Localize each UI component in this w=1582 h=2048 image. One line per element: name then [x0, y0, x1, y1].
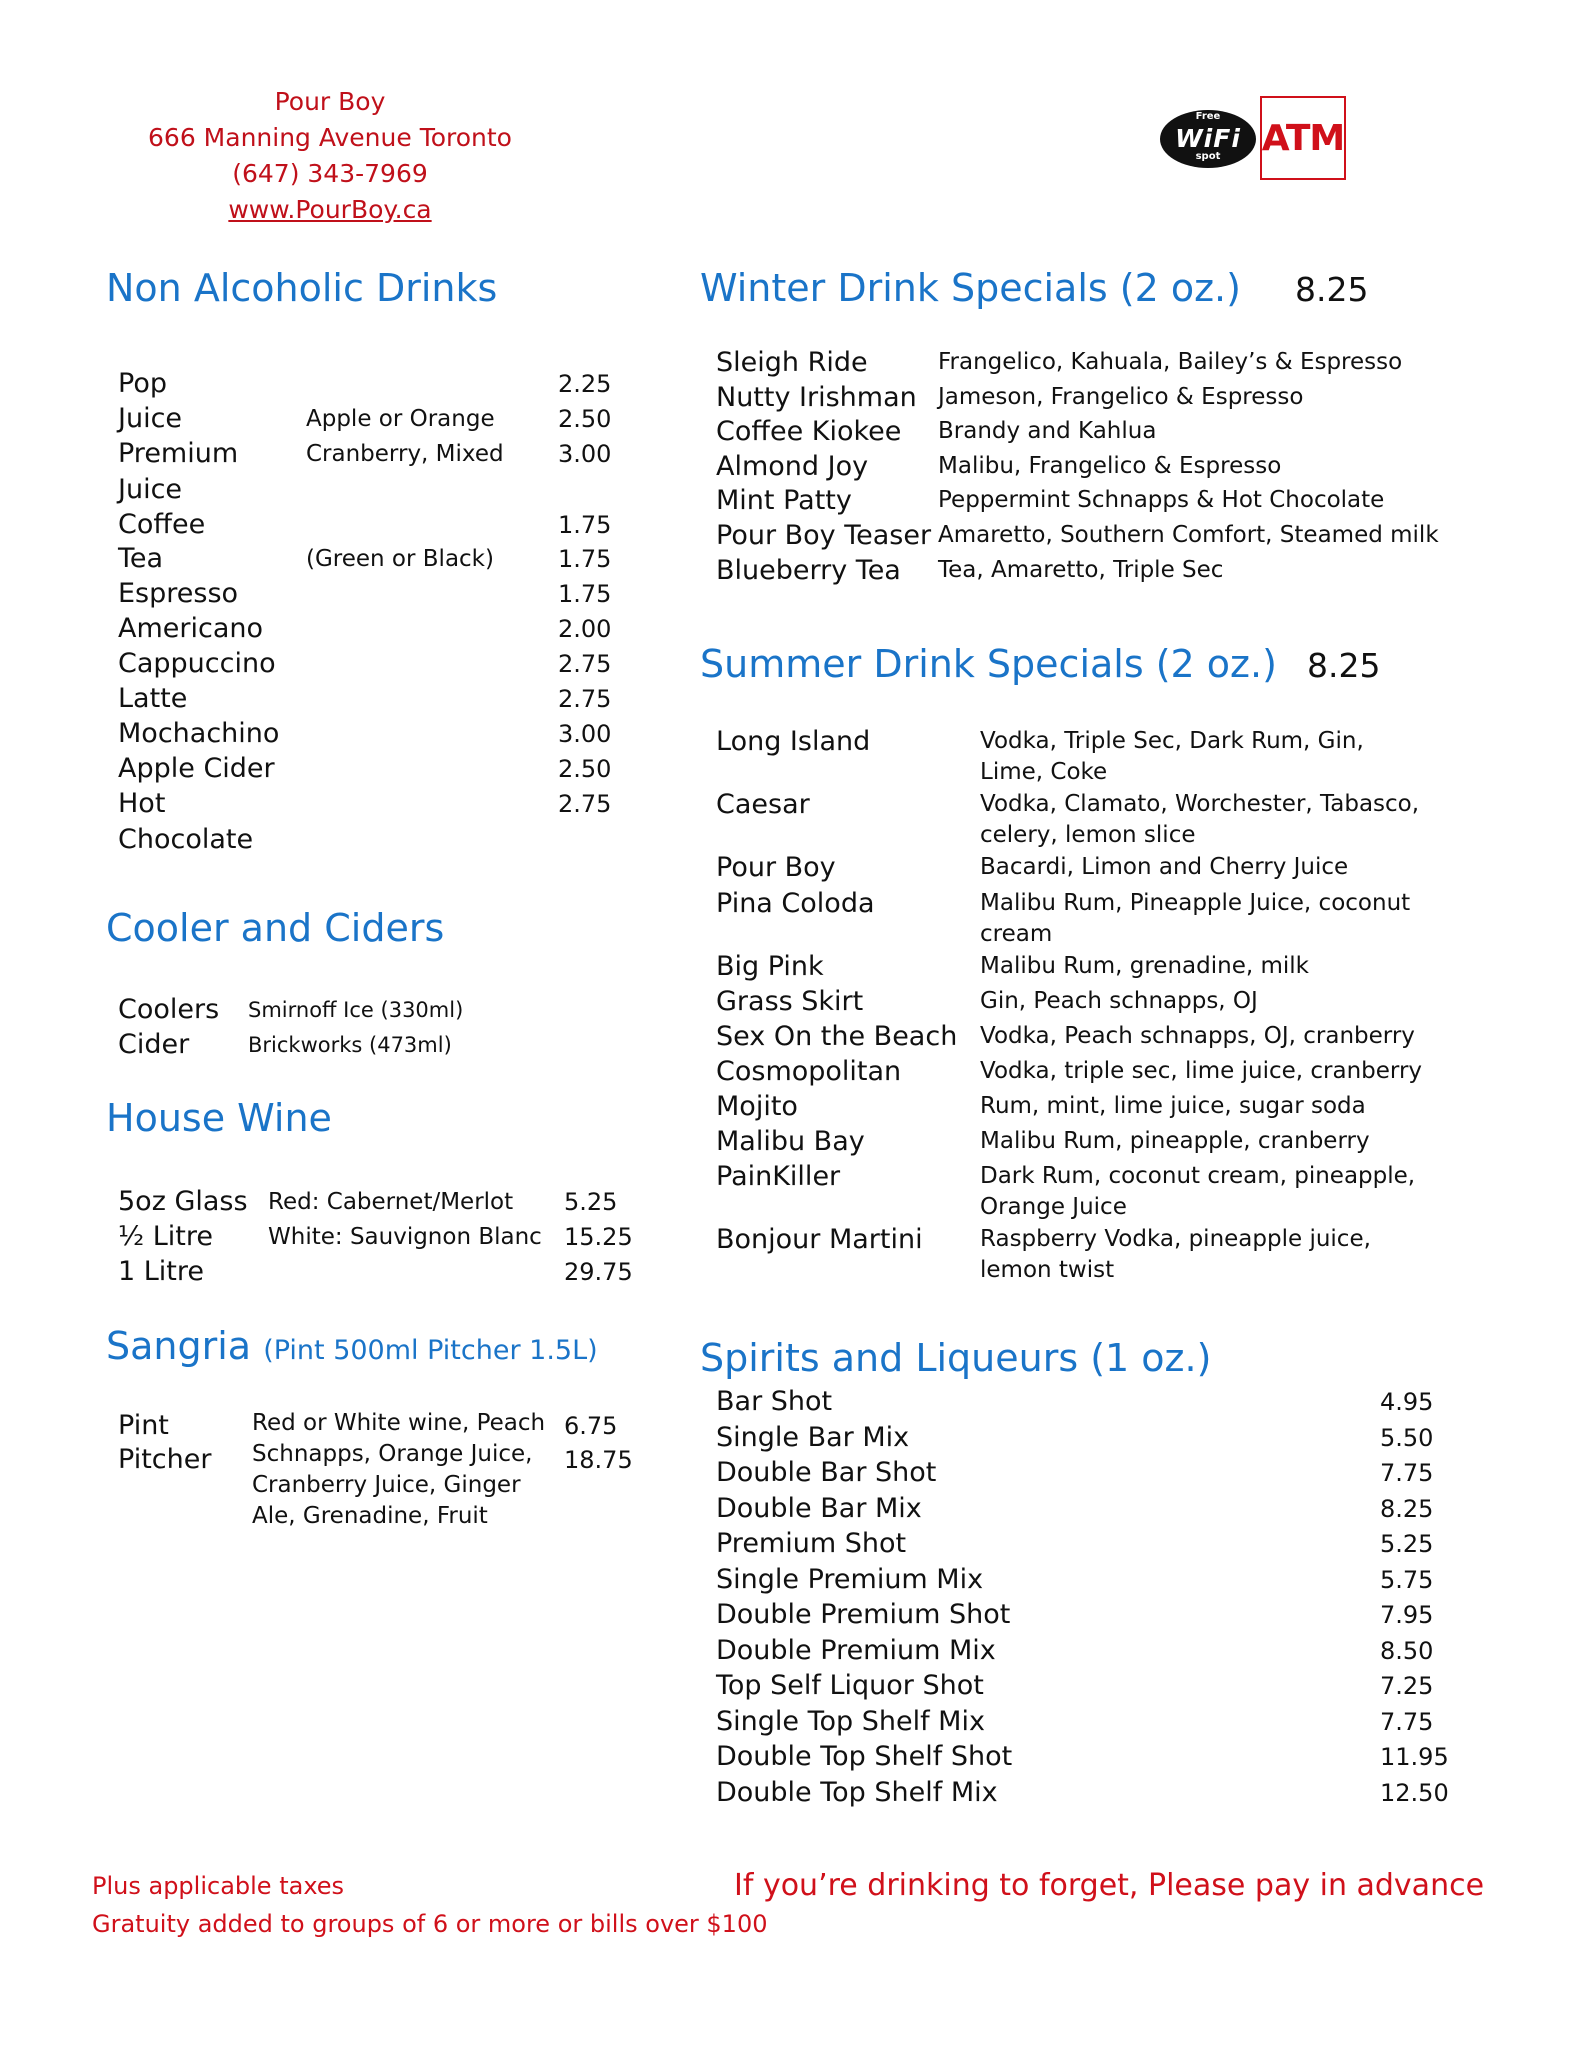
- item-name: Premium Juice: [118, 438, 239, 505]
- item-name: Cappuccino: [118, 648, 276, 679]
- drink-ingredients: Bacardi, Limon and Cherry Juice: [980, 854, 1349, 880]
- menu-item: [716, 1597, 1456, 1633]
- item-name: Pitcher: [118, 1444, 212, 1475]
- drink-ingredients: Raspberry Vodka, pineapple juice, lemon twist: [980, 1226, 1371, 1283]
- menu-item: [716, 1704, 1456, 1740]
- menu-item: [716, 1668, 1456, 1704]
- venue-info: [100, 84, 560, 228]
- drink-name: Caesar: [716, 789, 810, 820]
- drink-name: Pina Coloda: [716, 888, 875, 919]
- item-price: 6.75: [564, 1412, 618, 1440]
- item-price: 8.50: [1380, 1636, 1434, 1665]
- item-description: Brickworks (473ml): [248, 1033, 452, 1057]
- drink-ingredients: Vodka, Triple Sec, Dark Rum, Gin, Lime, Coke: [980, 728, 1364, 785]
- atm-badge-icon: [1260, 96, 1346, 180]
- wifi-badge-icon: [1160, 110, 1256, 168]
- drink-name: Big Pink: [716, 951, 824, 982]
- item-price: 7.75: [1380, 1707, 1434, 1736]
- menu-item: [716, 1633, 1456, 1669]
- item-name: Premium Shot: [716, 1528, 907, 1559]
- item-name: Double Top Shelf Shot: [716, 1741, 1013, 1772]
- drink-name: Cosmopolitan: [716, 1056, 902, 1087]
- menu-item: [118, 1027, 618, 1063]
- item-name: Single Top Shelf Mix: [716, 1705, 985, 1737]
- drink-ingredients: Brandy and Kahlua: [938, 418, 1157, 445]
- item-price: 7.95: [1380, 1601, 1434, 1629]
- item-name: Double Bar Shot: [716, 1457, 937, 1488]
- item-name: Bar Shot: [716, 1386, 833, 1417]
- item-name: Double Bar Mix: [716, 1492, 922, 1524]
- item-name: Coffee: [118, 509, 206, 540]
- drink-ingredients: Tea, Amaretto, Triple Sec: [938, 556, 1224, 583]
- winter-title-text: Winter Drink Specials (2 oz.): [700, 266, 1241, 310]
- item-name: Coolers: [118, 994, 220, 1025]
- item-price: 18.75: [564, 1446, 633, 1474]
- item-price: 3.00: [558, 720, 612, 748]
- item-price: 7.25: [1380, 1672, 1434, 1700]
- drink-ingredients: Peppermint Schnapps & Hot Chocolate: [938, 487, 1385, 514]
- drink-ingredients: Vodka, Peach schnapps, OJ, cranberry: [980, 1023, 1415, 1049]
- venue-website-link[interactable]: www.PourBoy.ca: [228, 195, 432, 224]
- house-wine-title: House Wine: [106, 1096, 332, 1140]
- item-price: 5.25: [564, 1188, 618, 1216]
- drink-name: Pour Boy: [716, 852, 836, 883]
- coolers-title: Cooler and Ciders: [106, 906, 445, 950]
- item-description: Smirnoff Ice (330ml): [248, 998, 464, 1022]
- item-name: 5oz Glass: [118, 1186, 248, 1217]
- drink-ingredients: Gin, Peach schnapps, OJ: [980, 988, 1258, 1014]
- item-price: 7.75: [1380, 1459, 1434, 1487]
- winter-specials-title: [700, 266, 1369, 312]
- item-price: 29.75: [564, 1258, 633, 1286]
- item-price: 5.25: [1380, 1530, 1434, 1558]
- item-price: 2.00: [558, 615, 612, 643]
- drink-ingredients: Malibu Rum, Pineapple Juice, coconut cream: [980, 890, 1411, 947]
- drink-name: Nutty Irishman: [716, 381, 917, 413]
- menu-item: [716, 1526, 1456, 1562]
- item-description: White: Sauvignon Blanc: [268, 1224, 542, 1250]
- footer-taxes: Plus applicable taxes: [92, 1872, 345, 1900]
- wifi-badge-top: Free: [1195, 111, 1221, 122]
- item-name: Americano: [118, 613, 264, 644]
- menu-item: [118, 1219, 638, 1255]
- venue-address: 666 Manning Avenue Toronto: [148, 123, 512, 152]
- drink-name: PainKiller: [716, 1161, 841, 1192]
- drink-name: Mojito: [716, 1091, 798, 1122]
- menu-item: [716, 1491, 1456, 1527]
- drink-ingredients: Rum, mint, lime juice, sugar soda: [980, 1093, 1366, 1119]
- item-name: Juice: [118, 403, 183, 434]
- item-price: 2.75: [558, 650, 612, 678]
- item-name: Single Bar Mix: [716, 1421, 910, 1453]
- wifi-badge-bottom: spot: [1195, 151, 1221, 162]
- item-name: Apple Cider: [118, 753, 275, 784]
- drink-name: Long Island: [716, 726, 871, 757]
- menu-item: [716, 1739, 1456, 1775]
- drink-ingredients: Malibu Rum, pineapple, cranberry: [980, 1128, 1370, 1154]
- summer-specials-title: [700, 642, 1380, 688]
- item-price: 11.95: [1380, 1743, 1449, 1771]
- item-price: 15.25: [564, 1223, 633, 1251]
- menu-item: [118, 992, 618, 1028]
- item-price: 1.75: [558, 545, 612, 573]
- drink-ingredients: Jameson, Frangelico & Espresso: [938, 383, 1304, 410]
- item-name: Cider: [118, 1029, 190, 1060]
- item-name: Tea: [118, 543, 164, 574]
- spirits-title: Spirits and Liqueurs (1 oz.): [700, 1336, 1212, 1380]
- item-name: Hot Chocolate: [118, 788, 254, 855]
- item-name: Mochachino: [118, 718, 280, 749]
- drink-ingredients: Dark Rum, coconut cream, pineapple, Orange Juice: [980, 1163, 1416, 1220]
- item-price: 1.75: [558, 580, 612, 608]
- drink-ingredients: Amaretto, Southern Comfort, Steamed milk: [938, 522, 1439, 548]
- atm-badge-label: ATM: [1261, 117, 1345, 159]
- item-price: 2.50: [558, 405, 612, 433]
- item-price: 12.50: [1380, 1778, 1449, 1807]
- sangria-description: Red or White wine, Peach Schnapps, Orange Juice, Cranberry Juice, Ginger Ale, Grenadine, Fruit: [252, 1410, 546, 1529]
- item-price: 2.50: [558, 755, 612, 783]
- item-name: Double Premium Shot: [716, 1599, 1011, 1630]
- item-price: 1.75: [558, 511, 612, 539]
- non-alcoholic-title: Non Alcoholic Drinks: [106, 266, 498, 310]
- menu-item: [716, 1420, 1456, 1456]
- item-description: (Green or Black): [306, 546, 494, 572]
- item-description: Cranberry, Mixed: [306, 441, 504, 467]
- item-name: Espresso: [118, 578, 239, 609]
- item-description: Red: Cabernet/Merlot: [268, 1189, 514, 1215]
- drink-name: Sleigh Ride: [716, 347, 868, 378]
- drink-name: Coffee Kiokee: [716, 416, 902, 448]
- amenity-badges: [1160, 96, 1350, 182]
- item-name: Pint: [118, 1410, 169, 1441]
- item-price: 8.25: [1380, 1494, 1434, 1523]
- item-price: 2.75: [558, 790, 612, 818]
- drink-name: Sex On the Beach: [716, 1021, 958, 1052]
- sangria-title-main: Sangria: [106, 1324, 252, 1368]
- item-description: Apple or Orange: [306, 406, 495, 432]
- item-price: 5.75: [1380, 1565, 1434, 1594]
- venue-phone: (647) 343-7969: [232, 159, 428, 188]
- drink-name: Bonjour Martini: [716, 1224, 923, 1255]
- item-name: Double Top Shelf Mix: [716, 1776, 998, 1808]
- item-price: 5.50: [1380, 1423, 1434, 1452]
- menu-item: [716, 1455, 1456, 1491]
- drink-ingredients: Malibu Rum, grenadine, milk: [980, 953, 1309, 979]
- menu-item: [118, 1254, 638, 1290]
- venue-name: Pour Boy: [274, 87, 386, 116]
- drink-name: Almond Joy: [716, 450, 869, 482]
- wifi-badge-main: WiFi: [1175, 124, 1241, 153]
- menu-item: [118, 1184, 638, 1220]
- drink-ingredients: Frangelico, Kahuala, Bailey’s & Espresso: [938, 349, 1403, 375]
- drink-name: Blueberry Tea: [716, 554, 901, 586]
- summer-price: 8.25: [1307, 646, 1381, 685]
- drink-name: Pour Boy Teaser: [716, 520, 932, 551]
- sangria-title: [106, 1324, 598, 1373]
- drink-name: Mint Patty: [716, 485, 852, 517]
- item-name: 1 Litre: [118, 1256, 205, 1287]
- item-name: Single Premium Mix: [716, 1563, 984, 1595]
- item-name: Latte: [118, 683, 188, 714]
- item-price: 4.95: [1380, 1388, 1434, 1416]
- item-name: Top Self Liquor Shot: [716, 1670, 984, 1701]
- sangria-title-sub: (Pint 500ml Pitcher 1.5L): [263, 1335, 598, 1366]
- drink-name: Grass Skirt: [716, 986, 864, 1017]
- drink-ingredients: Malibu, Frangelico & Espresso: [938, 452, 1282, 479]
- menu-item: [716, 1562, 1456, 1598]
- summer-title-text: Summer Drink Specials (2 oz.): [700, 642, 1277, 686]
- item-name: Pop: [118, 368, 167, 399]
- item-price: 2.25: [558, 370, 612, 398]
- drink-ingredients: Vodka, Clamato, Worchester, Tabasco, celery, lemon slice: [980, 791, 1420, 848]
- item-price: 3.00: [558, 440, 612, 468]
- menu-item: [716, 1775, 1456, 1811]
- winter-price: 8.25: [1295, 270, 1369, 309]
- drink-name: Malibu Bay: [716, 1126, 865, 1157]
- footer-gratuity: Gratuity added to groups of 6 or more or bills over $100: [92, 1910, 768, 1938]
- item-name: ½ Litre: [118, 1221, 214, 1252]
- menu-item: [716, 1384, 1456, 1420]
- footer-slogan: If you’re drinking to forget, Please pay in advance: [734, 1868, 1485, 1903]
- drink-ingredients: Vodka, triple sec, lime juice, cranberry: [980, 1058, 1423, 1084]
- item-price: 2.75: [558, 685, 612, 713]
- item-name: Double Premium Mix: [716, 1634, 996, 1666]
